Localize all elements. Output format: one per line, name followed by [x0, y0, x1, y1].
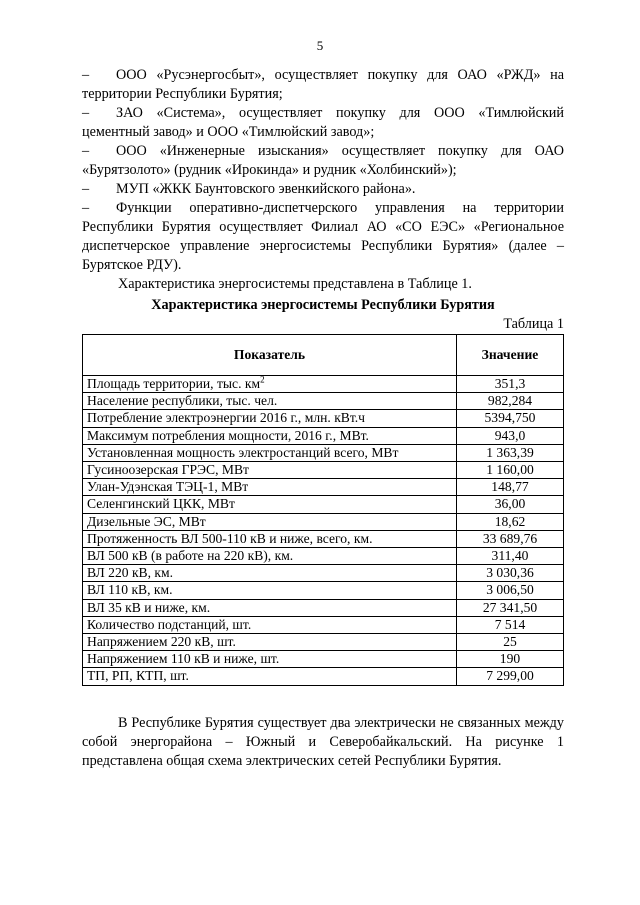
- row-label: [83, 427, 457, 444]
- table-row: [83, 410, 564, 427]
- table-row: [83, 651, 564, 668]
- row-label: [83, 462, 457, 479]
- row-label: [83, 376, 457, 393]
- row-value: 1 363,39: [457, 444, 564, 461]
- row-value: 311,40: [457, 548, 564, 565]
- row-label: [83, 582, 457, 599]
- table-row: [83, 565, 564, 582]
- row-value: 27 341,50: [457, 599, 564, 616]
- list-item-text: Функции оперативно-диспетчерского управления на территории Республики Бурятия осуществляет Филиал АО «СО ЕЭС» «Региональное диспетчерское управление энергосистемы Республики Бурятия» (далее – Бурятское РДУ).: [82, 200, 564, 273]
- list-item-text: МУП «ЖКК Баунтовского эвенкийского района».: [116, 181, 416, 197]
- row-label: [83, 548, 457, 565]
- row-label: [83, 599, 457, 616]
- row-label: [83, 565, 457, 582]
- row-value: 18,62: [457, 513, 564, 530]
- row-label-text: ВЛ 35 кВ и ниже, км.: [87, 599, 211, 615]
- row-label-text: Потребление электроэнергии 2016 г., млн. кВт.ч: [87, 410, 366, 426]
- table-row: [83, 634, 564, 651]
- list-item: [82, 104, 564, 142]
- intro-sentence: Характеристика энергосистемы представлена в Таблице 1.: [118, 276, 472, 292]
- dash-marker: –: [82, 105, 90, 121]
- row-value: 982,284: [457, 393, 564, 410]
- row-value: 1 160,00: [457, 462, 564, 479]
- row-label-text: Количество подстанций, шт.: [87, 616, 252, 632]
- row-value: 36,00: [457, 496, 564, 513]
- row-label: [83, 634, 457, 651]
- row-value: 7 514: [457, 616, 564, 633]
- row-value: 33 689,76: [457, 530, 564, 547]
- row-label-text: Улан-Удэнская ТЭЦ-1, МВт: [87, 479, 249, 495]
- row-label-text: Площадь территории, тыс. км: [87, 376, 261, 391]
- row-label: [83, 668, 457, 685]
- row-label-text: Установленная мощность электростанций всего, МВт: [87, 444, 399, 460]
- table-header-row: [83, 335, 564, 376]
- dash-marker: –: [82, 181, 90, 197]
- table-row: [83, 496, 564, 513]
- table-row: [83, 582, 564, 599]
- table-row: [83, 376, 564, 393]
- row-label-superscript: 2: [260, 374, 265, 385]
- table-body: [83, 376, 564, 686]
- table-row: [83, 462, 564, 479]
- row-label-text: ВЛ 500 кВ (в работе на 220 кВ), км.: [87, 548, 294, 564]
- list-item: [82, 180, 564, 199]
- list-item-text: ООО «Русэнергосбыт», осуществляет покупку для ОАО «РЖД» на территории Республики Бурятия;: [82, 67, 564, 102]
- table-row: [83, 444, 564, 461]
- header-indicator: Показатель: [83, 335, 457, 376]
- row-label: [83, 410, 457, 427]
- list-item: [82, 66, 564, 104]
- table-label: Таблица 1: [503, 316, 564, 332]
- table-title: Характеристика энергосистемы Республики Бурятия: [151, 297, 495, 313]
- table-row: [83, 616, 564, 633]
- row-label-text: Гусиноозерская ГРЭС, МВт: [87, 462, 249, 478]
- row-value: 943,0: [457, 427, 564, 444]
- row-label-text: ВЛ 110 кВ, км.: [87, 582, 173, 598]
- row-label: [83, 651, 457, 668]
- table-row: [83, 393, 564, 410]
- closing-paragraph: В Республике Бурятия существует два электрически не связанных между собой энергорайона – Южный и Северобайкальский. На рисунке 1 представлена общая схема электрических сетей Республики Бурятия.: [82, 715, 564, 769]
- row-label-text: Дизельные ЭС, МВт: [87, 513, 206, 529]
- data-table: [82, 334, 564, 686]
- row-label: [83, 616, 457, 633]
- row-label-text: Протяженность ВЛ 500-110 кВ и ниже, всего, км.: [87, 530, 373, 546]
- row-value: 3 030,36: [457, 565, 564, 582]
- table-row: [83, 513, 564, 530]
- row-label-text: Селенгинский ЦКК, МВт: [87, 496, 235, 512]
- table-row: [83, 668, 564, 685]
- row-label: [83, 496, 457, 513]
- row-value: 5394,750: [457, 410, 564, 427]
- row-value: 351,3: [457, 376, 564, 393]
- row-value: 190: [457, 651, 564, 668]
- row-value: 7 299,00: [457, 668, 564, 685]
- list-item: [82, 199, 564, 275]
- row-label-text: Население республики, тыс. чел.: [87, 393, 278, 409]
- list-item-text: ЗАО «Система», осуществляет покупку для ООО «Тимлюйский цементный завод» и ООО «Тимлюйский завод»;: [82, 105, 564, 140]
- dash-marker: –: [82, 67, 90, 83]
- list-item: [82, 142, 564, 180]
- table-row: [83, 599, 564, 616]
- row-label-text: ВЛ 220 кВ, км.: [87, 565, 174, 581]
- row-value: 3 006,50: [457, 582, 564, 599]
- row-label: [83, 513, 457, 530]
- dash-marker: –: [82, 143, 90, 159]
- table-row: [83, 427, 564, 444]
- row-label: [83, 530, 457, 547]
- row-value: 25: [457, 634, 564, 651]
- header-value: Значение: [457, 335, 564, 376]
- list-item-text: ООО «Инженерные изыскания» осуществляет покупку для ОАО «Бурятзолото» (рудник «Ирокинда» и рудник «Холбинский»);: [82, 143, 564, 178]
- row-label-text: Напряжением 110 кВ и ниже, шт.: [87, 651, 280, 667]
- row-value: 148,77: [457, 479, 564, 496]
- row-label-text: Максимум потребления мощности, 2016 г., МВт.: [87, 427, 369, 443]
- row-label: [83, 393, 457, 410]
- row-label: [83, 444, 457, 461]
- table-row: [83, 479, 564, 496]
- list-section: [82, 66, 564, 294]
- closing-section: [82, 714, 564, 771]
- table-row: [83, 530, 564, 547]
- row-label-text: Напряжением 220 кВ, шт.: [87, 634, 236, 650]
- row-label: [83, 479, 457, 496]
- table-row: [83, 548, 564, 565]
- page-number: 5: [316, 38, 324, 53]
- dash-marker: –: [82, 200, 90, 216]
- row-label-text: ТП, РП, КТП, шт.: [87, 668, 189, 684]
